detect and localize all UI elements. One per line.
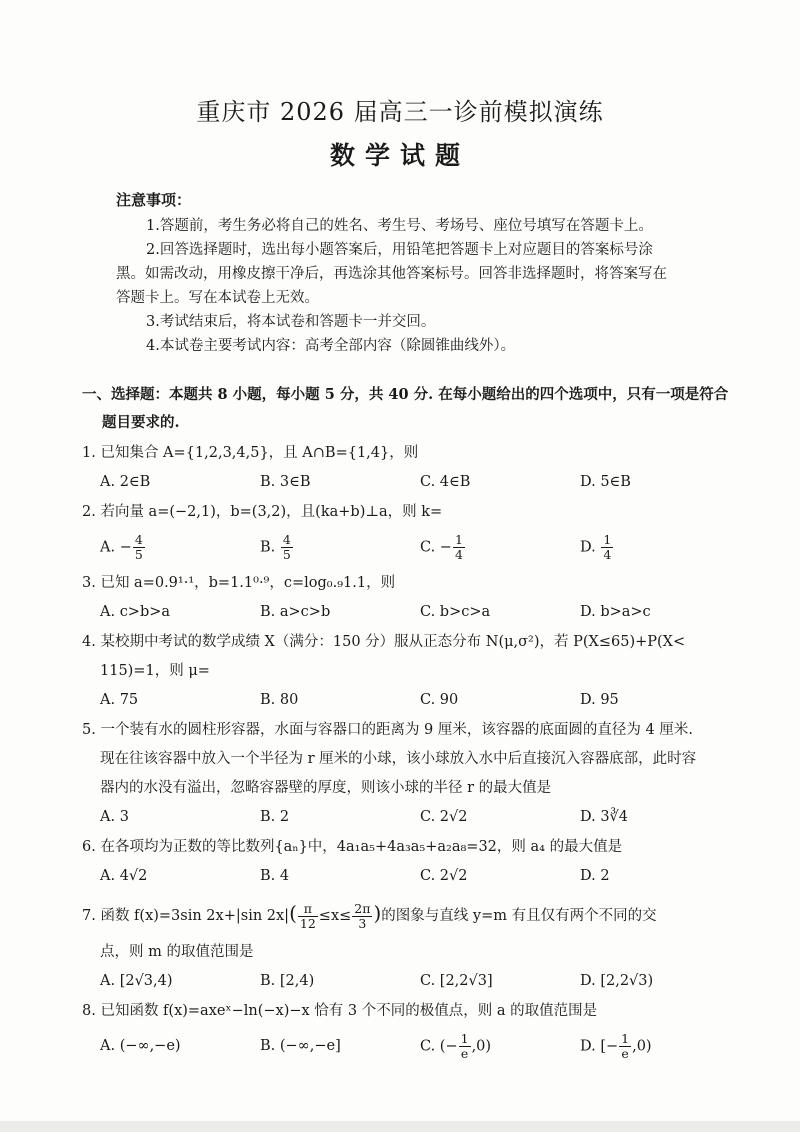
option-a: A. c>b>a	[100, 604, 171, 620]
notice-item: 黑。如需改动，用橡皮擦干净后，再选涂其他答案标号。回答非选择题时，将答案写在	[116, 266, 667, 282]
question-1-options	[82, 468, 762, 496]
option-b: B. 3∈B	[260, 474, 311, 490]
option-a: A. 2∈B	[100, 474, 151, 490]
option-c: C. (− $\frac{1}{e}$ ,0)	[420, 1030, 492, 1061]
fraction: $\frac{4}{5}$	[134, 531, 143, 562]
fraction: $\frac{4}{5}$	[282, 531, 291, 562]
option-c: C. 4∈B	[420, 474, 471, 490]
question-8-options	[82, 1026, 762, 1066]
notice-block	[116, 188, 716, 358]
option-a: A. − $\frac{4}{5}$	[100, 531, 143, 562]
exam-title: 重庆市 2026 届高三一诊前模拟演练	[196, 98, 604, 126]
fraction: $\frac{1}{e}$	[621, 1030, 630, 1061]
fraction: $\frac{1}{e}$	[460, 1030, 469, 1061]
option-d: D. [− $\frac{1}{e}$ ,0)	[580, 1030, 652, 1061]
option-a: A. [2√3,4)	[100, 973, 173, 989]
option-c: C. 2√2	[420, 868, 468, 884]
exam-subject: 数学试题	[329, 141, 470, 170]
question-7-stem: 7. 函数 f(x)=3sin 2x+|sin 2x|( $\frac{\pi}{12}$ ≤x≤ $\frac{2\pi}{3}$ )的图象与直线 y=m 有且仅有两个不同的交	[82, 900, 657, 931]
question-5-stem-cont: 器内的水没有溢出，忽略容器壁的厚度，则该小球的半径 r 的最大值是	[100, 780, 552, 796]
fraction: $\frac{\pi}{12}$	[299, 900, 316, 931]
option-c: C. b>c>a	[420, 604, 491, 620]
notice-item: 答题卡上。写在本试卷上无效。	[116, 290, 319, 306]
option-a: A. (−∞,−e)	[100, 1038, 181, 1054]
option-b: B. 80	[260, 692, 299, 708]
question-1-stem: 1. 已知集合 A={1,2,3,4,5}，且 A∩B={1,4}，则	[82, 445, 419, 461]
option-c: C. [2,2√3]	[420, 973, 493, 989]
question-5-stem: 5. 一个装有水的圆柱形容器，水面与容器口的距离为 9 厘米，该容器的底面圆的直径为 4 厘米.	[82, 722, 693, 738]
option-b: B. (−∞,−e]	[260, 1038, 341, 1054]
option-a: A. 75	[100, 692, 139, 708]
question-7-options	[82, 967, 762, 995]
question-5-options	[82, 803, 762, 831]
fraction: $\frac{2\pi}{3}$	[354, 900, 371, 931]
question-7-stem-cont: 点，则 m 的取值范围是	[100, 944, 254, 960]
question-4-options	[82, 686, 762, 714]
option-b: B. a>c>b	[260, 604, 331, 620]
question-2-options	[82, 527, 762, 567]
option-c: C. 90	[420, 692, 459, 708]
option-d: D. [2,2√3)	[580, 973, 654, 989]
option-d: D. 95	[580, 692, 619, 708]
notice-heading: 注意事项：	[116, 191, 192, 209]
option-c: C. 2√2	[420, 809, 468, 825]
question-3-stem: 3. 已知 a=0.9¹·¹，b=1.1⁰·⁹，c=log₀.₉1.1，则	[82, 575, 396, 591]
section-heading-line1: 一、选择题：本题共 8 小题，每小题 5 分，共 40 分. 在每小题给出的四个选项中，只有一项是符合	[82, 386, 729, 403]
question-2-stem: 2. 若向量 a=(−2,1)，b=(3,2)，且(ka+b)⊥a，则 k=	[82, 504, 443, 520]
option-c: C. − $\frac{1}{4}$	[420, 531, 463, 562]
question-4-stem: 4. 某校期中考试的数学成绩 X（满分：150 分）服从正态分布 N(μ,σ²)，若 P(X≤65)+P(X<	[82, 634, 686, 650]
notice-item: 2.回答选择题时，选出每小题答案后，用铅笔把答题卡上对应题目的答案标号涂	[146, 242, 653, 258]
notice-item: 4.本试卷主要考试内容：高考全部内容（除圆锥曲线外）。	[146, 338, 516, 354]
question-6-stem: 6. 在各项均为正数的等比数列{aₙ}中，4a₁a₅+4a₃a₅+a₂a₈=32，则 a₄ 的最大值是	[82, 839, 623, 855]
option-d: D. $\frac{1}{4}$	[580, 531, 612, 562]
fraction: $\frac{1}{4}$	[603, 531, 612, 562]
question-8-stem: 8. 已知函数 f(x)=axeˣ−ln(−x)−x 恰有 3 个不同的极值点，则 a 的取值范围是	[82, 1003, 598, 1019]
fraction: $\frac{1}{4}$	[454, 531, 463, 562]
questions-block	[82, 381, 762, 1066]
section-heading-line2: 题目要求的.	[102, 414, 180, 431]
option-b: B. 2	[260, 809, 290, 825]
notice-item: 1.答题前，考生务必将自己的姓名、考生号、考场号、座位号填写在答题卡上。	[146, 218, 653, 234]
option-b: B. 4	[260, 868, 290, 884]
option-d: D. 3∛4	[580, 809, 629, 825]
section-heading	[82, 381, 762, 437]
option-a: A. 4√2	[100, 868, 148, 884]
option-b: B. [2,4)	[260, 973, 315, 989]
option-b: B. $\frac{4}{5}$	[260, 531, 291, 562]
option-d: D. b>a>c	[580, 604, 651, 620]
option-d: D. 2	[580, 868, 610, 884]
option-a: A. 3	[100, 809, 129, 825]
option-d: D. 5∈B	[580, 474, 631, 490]
page-bottom-edge	[0, 1121, 800, 1132]
question-3-options	[82, 598, 762, 626]
question-6-options	[82, 862, 762, 890]
question-4-stem-cont: 115)=1，则 μ=	[100, 663, 210, 679]
question-5-stem-cont: 现在往该容器中放入一个半径为 r 厘米的小球，该小球放入水中后直接沉入容器底部，此时容	[100, 751, 697, 767]
notice-item: 3.考试结束后，将本试卷和答题卡一并交回。	[146, 314, 436, 330]
